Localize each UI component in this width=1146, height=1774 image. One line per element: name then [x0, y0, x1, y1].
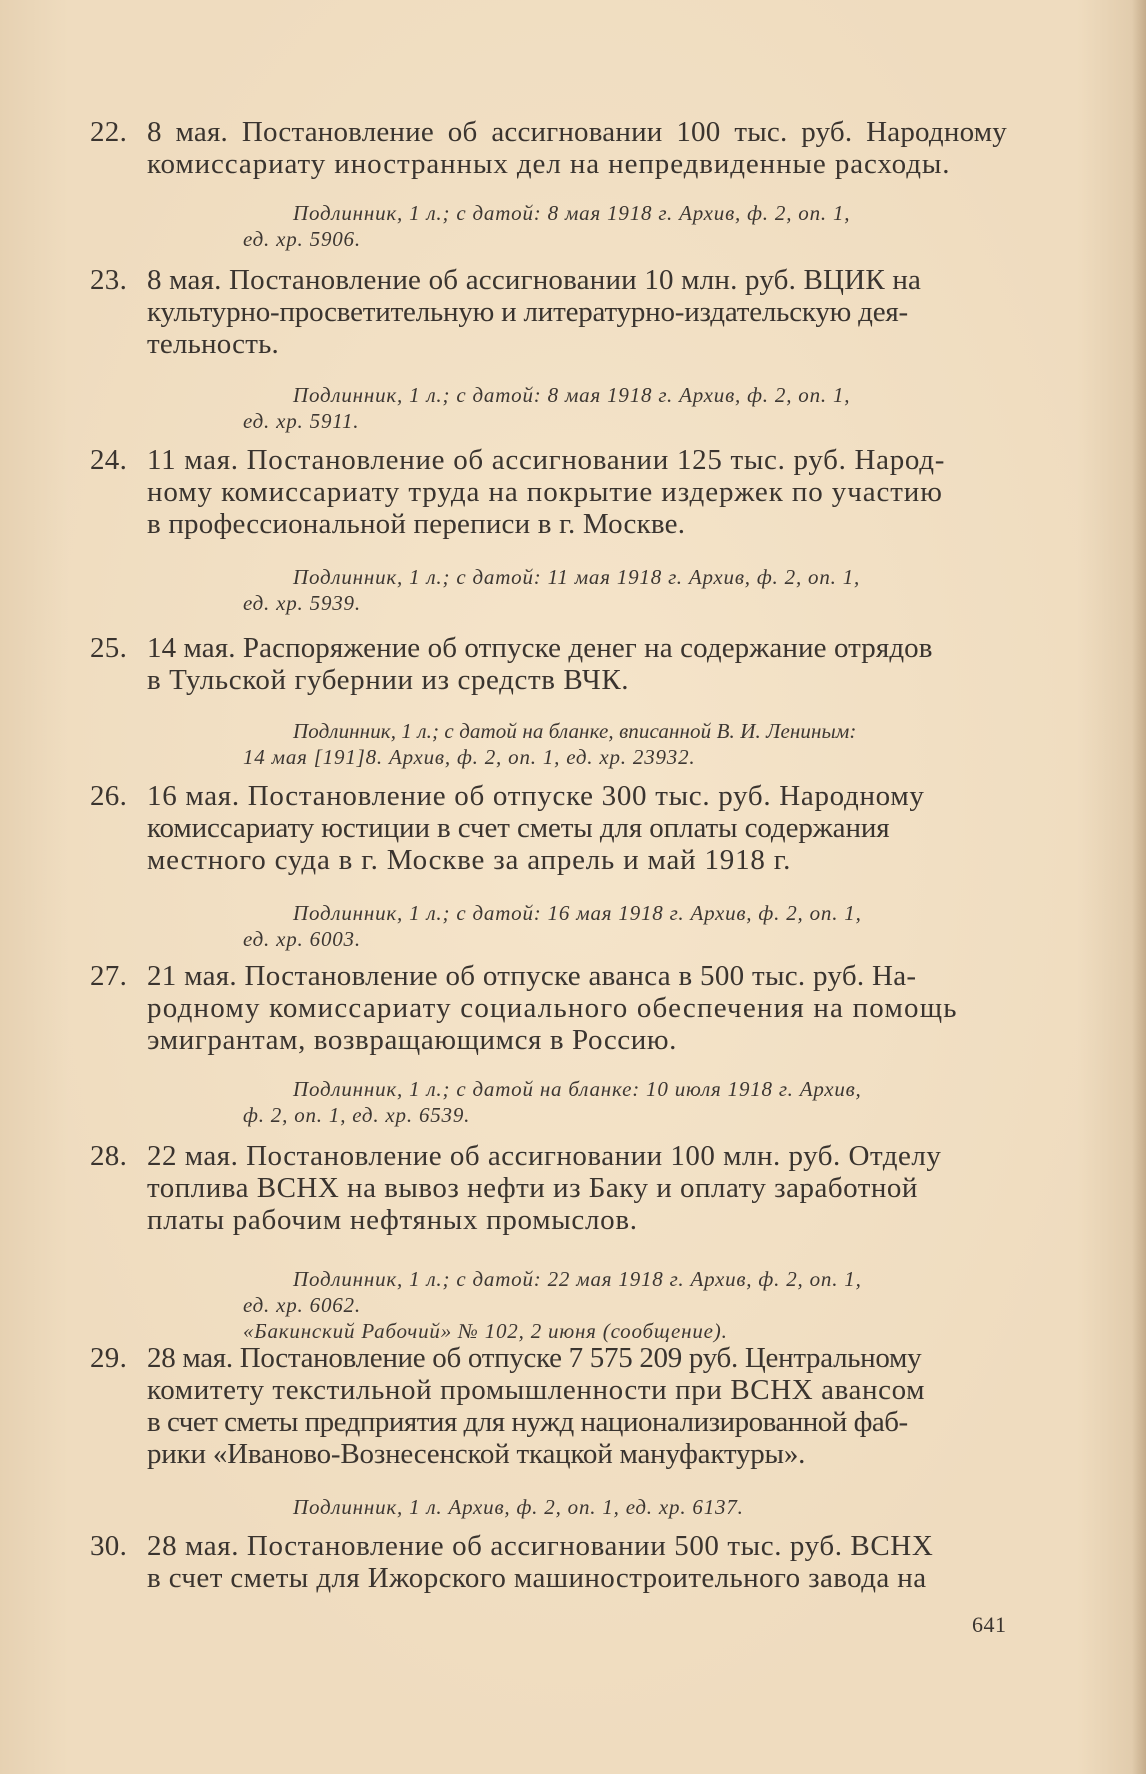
entry-23 — [90, 264, 1010, 434]
entry-text — [147, 1342, 1007, 1470]
source-line: 14 мая [191]8. Архив, ф. 2, оп. 1, ед. хр. 23932. — [243, 745, 696, 769]
entry-25 — [90, 632, 1010, 770]
entry-number: 26. — [90, 780, 128, 812]
entry-text — [147, 960, 1007, 1056]
entry-number: 24. — [90, 444, 128, 476]
entry-text — [147, 116, 1007, 180]
entry-number: 25. — [90, 632, 128, 664]
entry-line: тельность. — [147, 328, 280, 360]
entry-number: 28. — [90, 1140, 128, 1172]
source-line: ф. 2, оп. 1, ед. хр. 6539. — [243, 1103, 471, 1127]
entry-line: в Тульской губернии из средств ВЧК. — [147, 664, 630, 696]
entry-line: 8 мая. Постановление об ассигновании 10 млн. руб. ВЦИК на — [147, 264, 922, 296]
entry-number: 30. — [90, 1530, 128, 1562]
entry-line: 14 мая. Распоряжение об отпуске денег на содержание отрядов — [147, 632, 933, 664]
entry-line: в счет сметы предприятия для нужд национализированной фаб- — [147, 1406, 908, 1438]
entry-text — [147, 780, 1007, 876]
entry-30 — [90, 1530, 1010, 1594]
source-note — [90, 200, 1010, 252]
entry-text — [147, 264, 1007, 360]
entry-line: комиссариату юстиции в счет сметы для оплаты содержания — [147, 812, 890, 844]
entry-27 — [90, 960, 1010, 1128]
entry-number: 29. — [90, 1342, 128, 1374]
entry-number: 27. — [90, 960, 128, 992]
source-note — [90, 382, 1010, 434]
entry-line: платы рабочим нефтяных промыслов. — [147, 1204, 638, 1236]
entry-text — [147, 632, 1007, 696]
entry-24 — [90, 444, 1010, 616]
entry-line: в профессиональной переписи в г. Москве. — [147, 508, 686, 540]
source-line: Подлинник, 1 л. Архив, ф. 2, оп. 1, ед. хр. 6137. — [293, 1495, 744, 1519]
source-line: ед. хр. 6062. — [243, 1293, 361, 1317]
entry-line: родному комиссариату социального обеспечения на помощь — [147, 992, 958, 1024]
entry-line: 22 мая. Постановление об ассигновании 100 млн. руб. Отделу — [147, 1140, 942, 1172]
entry-29 — [90, 1342, 1010, 1520]
entry-line: 28 мая. Постановление об отпуске 7 575 209 руб. Центральному — [147, 1342, 922, 1374]
entry-line: 28 мая. Постановление об ассигновании 500 тыс. руб. ВСНХ — [147, 1530, 934, 1562]
entry-line: 8 мая. Постановление об ассигновании 100 тыс. руб. Народному — [147, 116, 1007, 148]
source-line: ед. хр. 5939. — [243, 591, 361, 615]
page-edge-shadow — [1132, 0, 1146, 1774]
source-line: Подлинник, 1 л.; с датой: 11 мая 1918 г. Архив, ф. 2, оп. 1, — [293, 565, 861, 589]
entry-number: 22. — [90, 116, 128, 148]
source-note — [90, 564, 1010, 616]
source-note — [90, 718, 1010, 770]
entry-22 — [90, 116, 1010, 252]
source-line: ед. хр. 5906. — [243, 227, 361, 251]
entry-line: ному комиссариату труда на покрытие издержек по участию — [147, 476, 943, 508]
source-note — [90, 900, 1010, 952]
source-line: Подлинник, 1 л.; с датой: 16 мая 1918 г. Архив, ф. 2, оп. 1, — [293, 901, 862, 925]
page-number: 641 — [972, 1612, 1007, 1637]
entry-line: рики «Иваново-Вознесенской ткацкой мануфактуры». — [147, 1438, 806, 1470]
entry-26 — [90, 780, 1010, 952]
source-line: ед. хр. 5911. — [243, 409, 360, 433]
source-line: ед. хр. 6003. — [243, 927, 361, 951]
entry-line: в счет сметы для Ижорского машиностроительного завода на — [147, 1562, 927, 1594]
source-line: «Бакинский Рабочий» № 102, 2 июня (сообщение). — [243, 1319, 728, 1343]
entry-line: 16 мая. Постановление об отпуске 300 тыс. руб. Народному — [147, 780, 925, 812]
entry-line: топлива ВСНХ на вывоз нефти из Баку и оплату заработной — [147, 1172, 918, 1204]
source-line: Подлинник, 1 л.; с датой: 22 мая 1918 г. Архив, ф. 2, оп. 1, — [293, 1267, 862, 1291]
entry-line: комитету текстильной промышленности при ВСНХ авансом — [147, 1374, 926, 1406]
entry-text — [147, 1530, 1007, 1594]
source-line: Подлинник, 1 л.; с датой: 8 мая 1918 г. Архив, ф. 2, оп. 1, — [293, 383, 851, 407]
entry-line: 11 мая. Постановление об ассигновании 125 тыс. руб. Народ- — [147, 444, 946, 476]
entry-line: комиссариату иностранных дел на непредвиденные расходы. — [147, 148, 951, 180]
source-note — [90, 1076, 1010, 1128]
source-line: Подлинник, 1 л.; с датой: 8 мая 1918 г. Архив, ф. 2, оп. 1, — [293, 201, 851, 225]
entry-line: местного суда в г. Москве за апрель и май 1918 г. — [147, 844, 792, 876]
entry-line: культурно-просветительную и литературно-издательскую дея- — [147, 296, 908, 328]
source-note — [90, 1494, 1010, 1520]
source-line: Подлинник, 1 л.; с датой на бланке, вписанной В. И. Лениным: — [293, 719, 857, 743]
source-line: Подлинник, 1 л.; с датой на бланке: 10 июля 1918 г. Архив, — [293, 1077, 862, 1101]
entry-text — [147, 1140, 1007, 1236]
entry-line: эмигрантам, возвращающимся в Россию. — [147, 1024, 677, 1056]
entry-text — [147, 444, 1007, 540]
source-note — [90, 1266, 1010, 1344]
entry-line: 21 мая. Постановление об отпуске аванса в 500 тыс. руб. На- — [147, 960, 917, 992]
entry-28 — [90, 1140, 1010, 1344]
entry-number: 23. — [90, 264, 128, 296]
